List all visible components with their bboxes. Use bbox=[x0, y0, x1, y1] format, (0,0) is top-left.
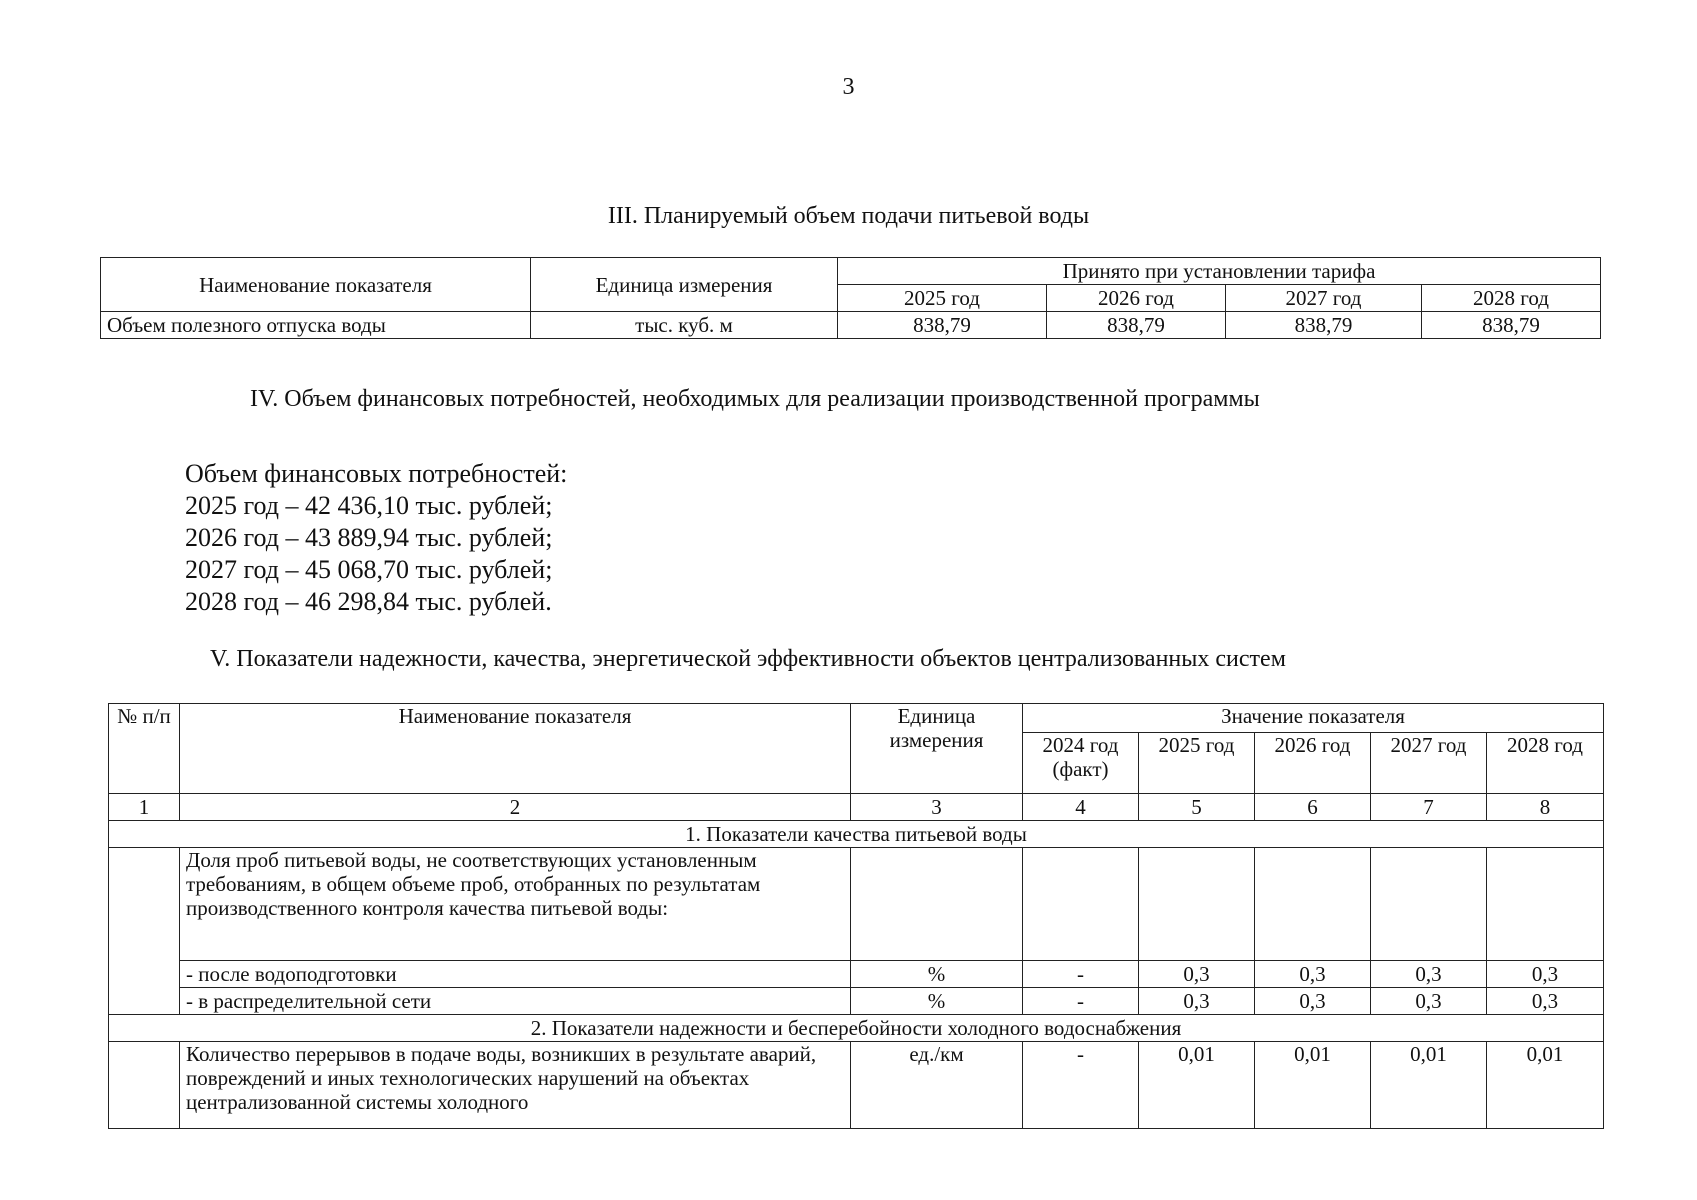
financial-needs-intro: Объем финансовых потребностей: bbox=[185, 459, 568, 488]
row-name: Объем полезного отпуска воды bbox=[101, 312, 531, 339]
row-value: 0,3 bbox=[1139, 961, 1255, 988]
row-value: 0,3 bbox=[1487, 961, 1604, 988]
empty-cell bbox=[1139, 848, 1255, 961]
section-5-title: V. Показатели надежности, качества, энергетической эффективности объектов централизованных систем bbox=[210, 646, 1286, 672]
header-year: 2024 год (факт) bbox=[1023, 733, 1139, 794]
column-number: 2 bbox=[180, 794, 851, 821]
header-unit: Единица измерения bbox=[851, 704, 1023, 794]
group-1-title: 1. Показатели качества питьевой воды bbox=[109, 821, 1604, 848]
header-name: Наименование показателя bbox=[180, 704, 851, 794]
row-unit: % bbox=[851, 961, 1023, 988]
financial-line: 2028 год – 46 298,84 тыс. рублей. bbox=[185, 587, 552, 616]
empty-cell bbox=[1255, 848, 1371, 961]
section-4-title: IV. Объем финансовых потребностей, необходимых для реализации производственной программы bbox=[250, 386, 1260, 412]
row-value: - bbox=[1023, 988, 1139, 1015]
header-name: Наименование показателя bbox=[101, 258, 531, 312]
header-year: 2025 год bbox=[838, 285, 1047, 312]
row-unit: тыс. куб. м bbox=[531, 312, 838, 339]
row-value: - bbox=[1023, 961, 1139, 988]
column-number: 4 bbox=[1023, 794, 1139, 821]
table-row bbox=[101, 312, 1601, 339]
row-value: 0,3 bbox=[1371, 961, 1487, 988]
financial-needs-block bbox=[185, 458, 567, 618]
row-value: 0,01 bbox=[1139, 1042, 1255, 1129]
header-year: 2028 год bbox=[1422, 285, 1601, 312]
column-number: 7 bbox=[1371, 794, 1487, 821]
row-number bbox=[109, 848, 180, 1015]
table-row bbox=[109, 961, 1604, 988]
indicators-table bbox=[108, 703, 1604, 1129]
table-row bbox=[109, 1042, 1604, 1129]
column-number: 5 bbox=[1139, 794, 1255, 821]
table-row bbox=[109, 988, 1604, 1015]
table-row bbox=[109, 848, 1604, 961]
row-value: 0,3 bbox=[1139, 988, 1255, 1015]
row-value: 838,79 bbox=[838, 312, 1047, 339]
header-year: 2028 год bbox=[1487, 733, 1604, 794]
header-year: 2026 год bbox=[1255, 733, 1371, 794]
header-value-group: Значение показателя bbox=[1023, 704, 1604, 733]
empty-cell bbox=[1371, 848, 1487, 961]
water-supply-table bbox=[100, 257, 1601, 339]
section-3-title: III. Планируемый объем подачи питьевой воды bbox=[607, 203, 1090, 229]
row-name: - в распределительной сети bbox=[180, 988, 851, 1015]
row-name: - после водоподготовки bbox=[180, 961, 851, 988]
empty-cell bbox=[1487, 848, 1604, 961]
row-unit: % bbox=[851, 988, 1023, 1015]
header-tariff-group: Принято при установлении тарифа bbox=[838, 258, 1601, 285]
header-num: № п/п bbox=[109, 704, 180, 794]
row-value: 0,3 bbox=[1371, 988, 1487, 1015]
row-value: 838,79 bbox=[1047, 312, 1226, 339]
column-number: 6 bbox=[1255, 794, 1371, 821]
row-value: - bbox=[1023, 1042, 1139, 1129]
row-value: 0,01 bbox=[1371, 1042, 1487, 1129]
row-unit: ед./км bbox=[851, 1042, 1023, 1129]
group-2-title: 2. Показатели надежности и бесперебойности холодного водоснабжения bbox=[109, 1015, 1604, 1042]
header-unit: Единица измерения bbox=[531, 258, 838, 312]
header-year: 2027 год bbox=[1371, 733, 1487, 794]
header-year: 2026 год bbox=[1047, 285, 1226, 312]
column-number: 1 bbox=[109, 794, 180, 821]
row-value: 0,3 bbox=[1255, 961, 1371, 988]
header-year: 2027 год bbox=[1226, 285, 1422, 312]
column-number: 8 bbox=[1487, 794, 1604, 821]
financial-line: 2027 год – 45 068,70 тыс. рублей; bbox=[185, 555, 553, 584]
column-numbers-row bbox=[109, 794, 1604, 821]
indicator-description: Доля проб питьевой воды, не соответствующих установленным требованиям, в общем объеме проб, отобранных по результатам производственного контроля качества питьевой воды: bbox=[180, 848, 851, 961]
financial-line: 2026 год – 43 889,94 тыс. рублей; bbox=[185, 523, 553, 552]
row-value: 0,01 bbox=[1255, 1042, 1371, 1129]
row-value: 838,79 bbox=[1422, 312, 1601, 339]
row-value: 0,01 bbox=[1487, 1042, 1604, 1129]
empty-cell bbox=[1023, 848, 1139, 961]
financial-line: 2025 год – 42 436,10 тыс. рублей; bbox=[185, 491, 553, 520]
page-number: 3 bbox=[842, 74, 855, 100]
row-value: 0,3 bbox=[1255, 988, 1371, 1015]
row-value: 0,3 bbox=[1487, 988, 1604, 1015]
row-value: 838,79 bbox=[1226, 312, 1422, 339]
row-number bbox=[109, 1042, 180, 1129]
header-year: 2025 год bbox=[1139, 733, 1255, 794]
row-name: Количество перерывов в подаче воды, возникших в результате аварий, повреждений и иных технологических нарушений на объектах централизованной системы холодного bbox=[180, 1042, 851, 1129]
column-number: 3 bbox=[851, 794, 1023, 821]
empty-cell bbox=[851, 848, 1023, 961]
